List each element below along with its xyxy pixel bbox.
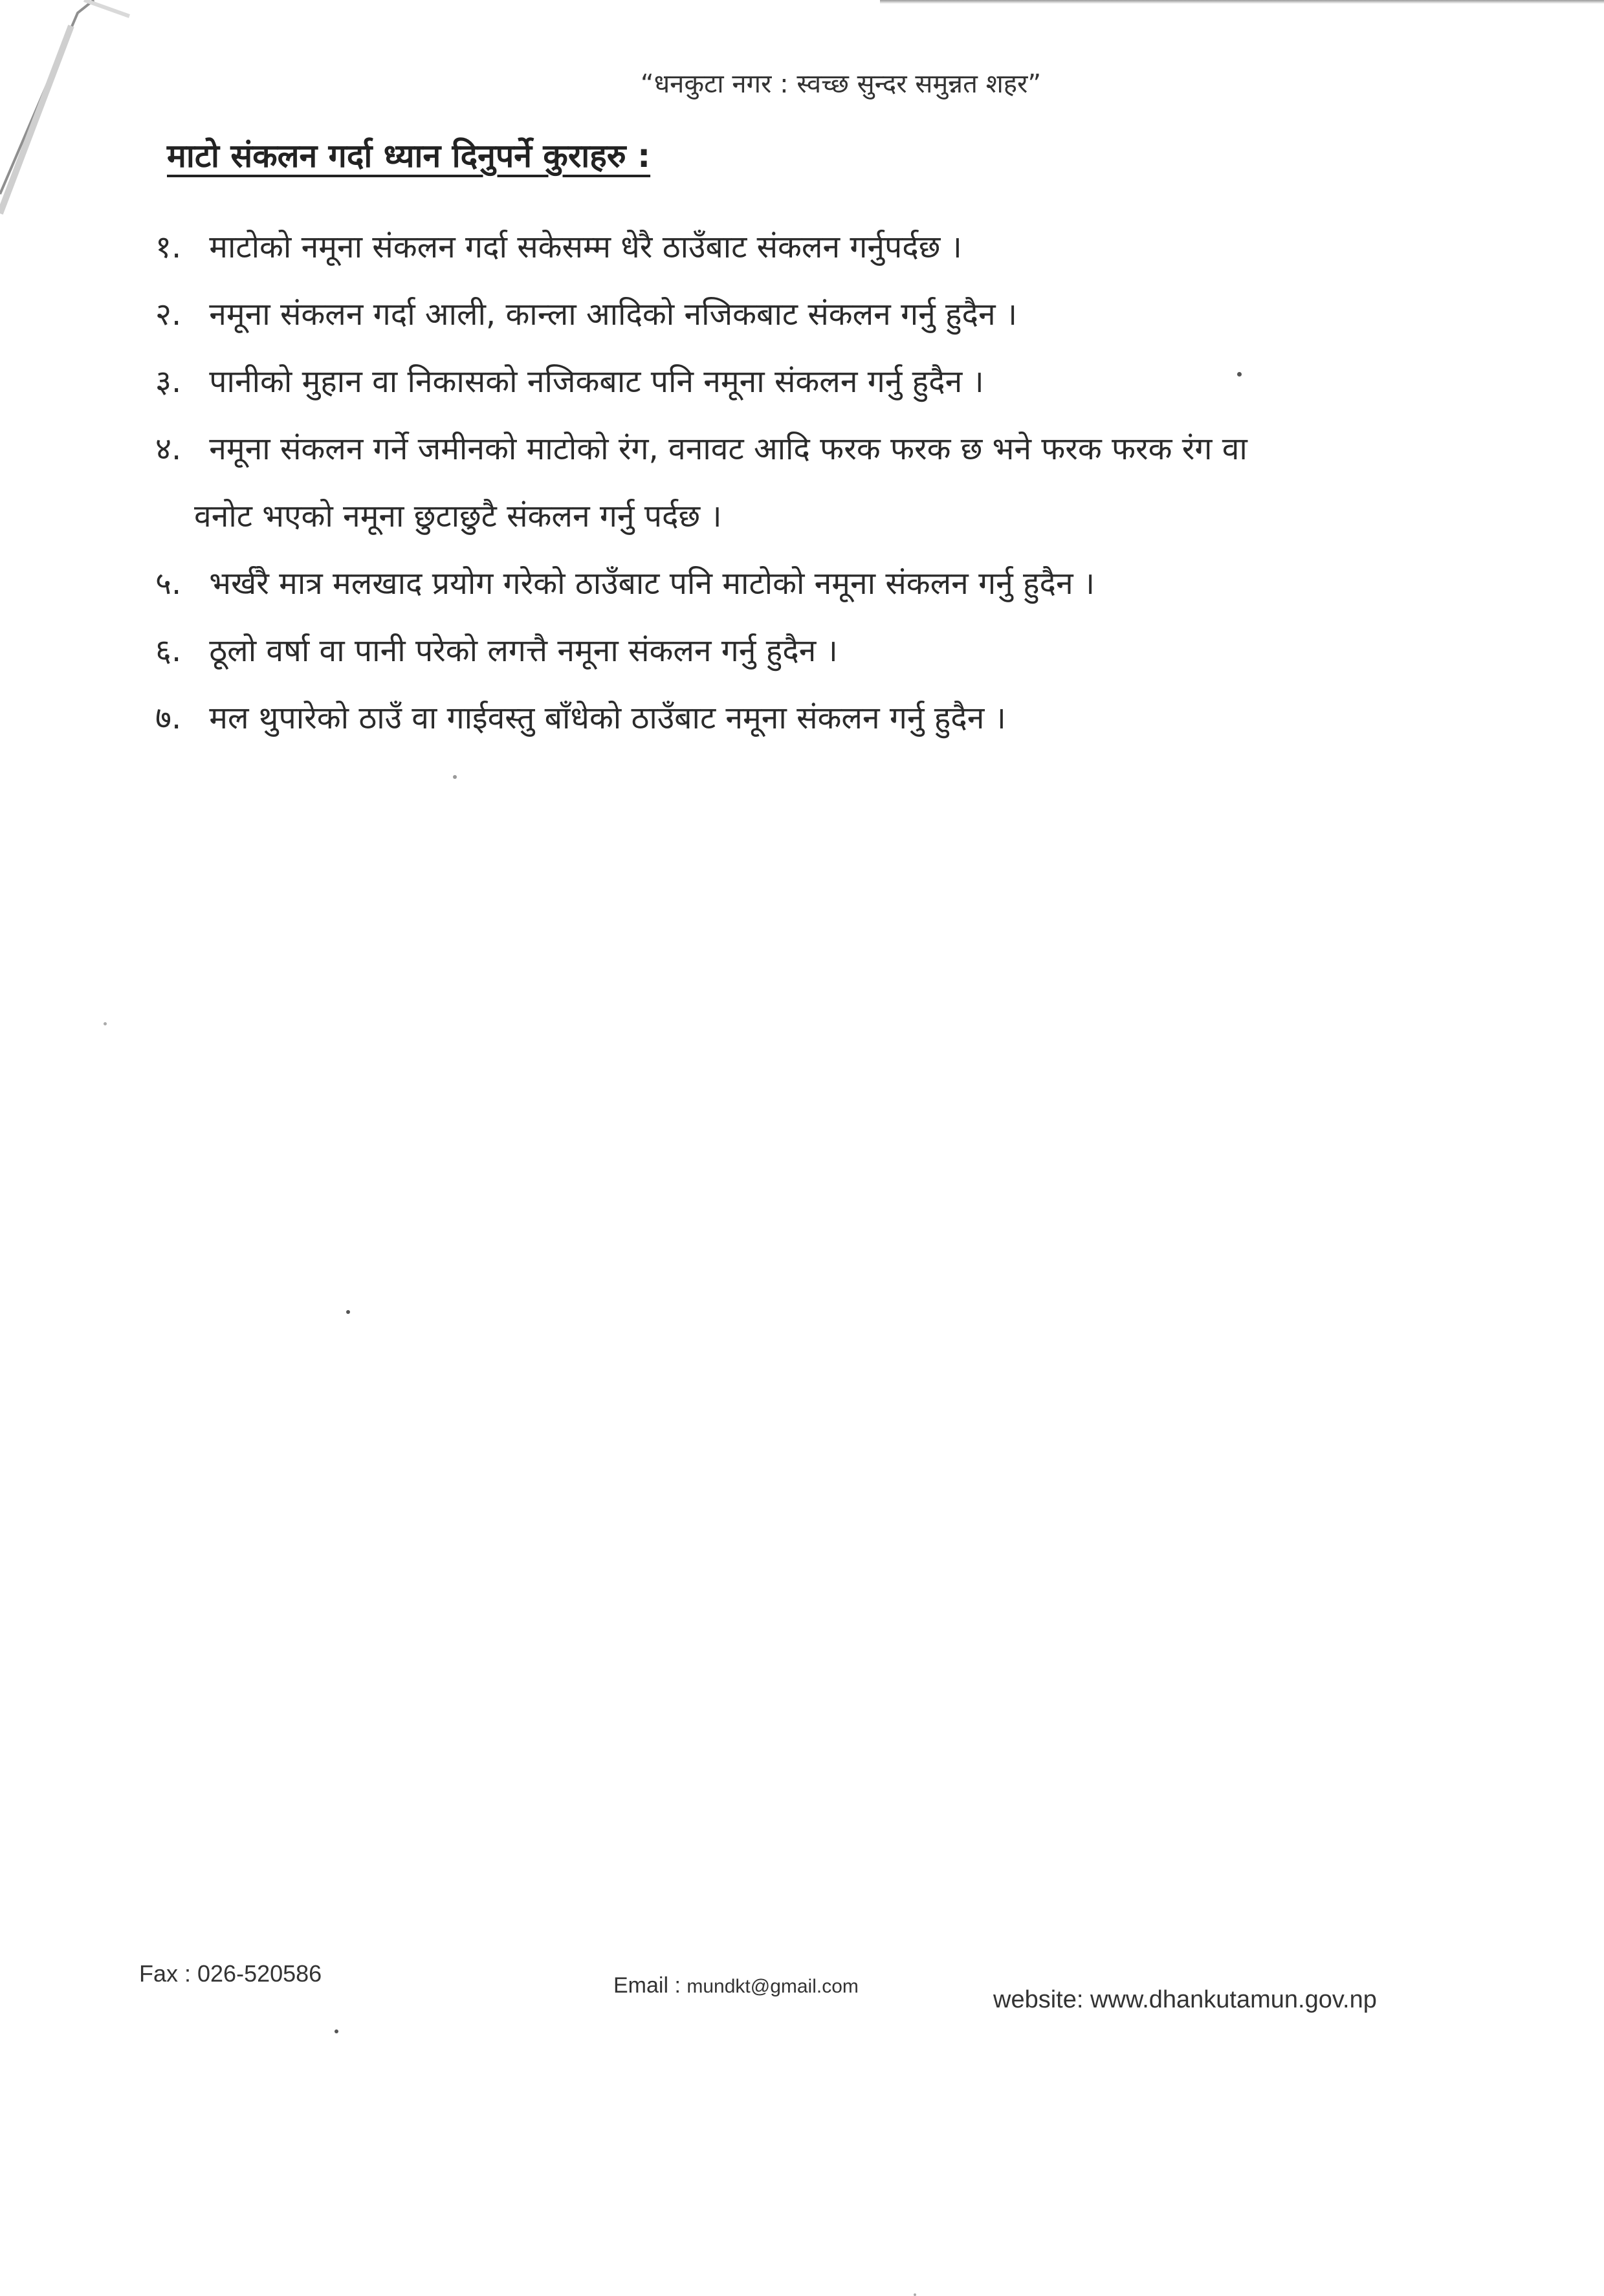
footer-website[interactable]: website: www.dhankutamun.gov.np	[993, 1986, 1377, 2013]
scan-speck	[453, 775, 457, 779]
municipality-motto: “धनकुटा नगर : स्वच्छ सुन्दर समुन्नत शहर”	[640, 69, 1042, 99]
footer-email	[613, 1973, 859, 1998]
list-item-text: भर्खरै मात्र मलखाद प्रयोग गरेको ठाउँबाट पनि माटोको नमूना संकलन गर्नु हुदैन ।	[209, 565, 1095, 602]
list-item	[155, 281, 1501, 348]
scan-speck	[335, 2029, 338, 2033]
list-item-text: मल थुपारेको ठाउँ वा गाईवस्तु बाँधेको ठाउँबाट नमूना संकलन गर्नु हुदैन ।	[209, 700, 1006, 736]
list-item-number: ४.	[155, 431, 182, 467]
list-item-continuation: वनोट भएको नमूना छुटाछुटै संकलन गर्नु पर्दछ ।	[194, 498, 722, 534]
scan-speck	[346, 1310, 350, 1314]
list-item	[155, 213, 1501, 281]
list-item	[155, 348, 1501, 415]
list-item-number: ३.	[155, 364, 182, 400]
list-item	[155, 684, 1501, 752]
scan-speck	[104, 1022, 107, 1025]
list-item-number: १.	[155, 229, 182, 265]
list-item-number: ७.	[155, 700, 182, 736]
scan-speck	[914, 2293, 916, 2296]
list-item	[155, 617, 1501, 684]
list-item-text: माटोको नमूना संकलन गर्दा सकेसम्म धेरै ठाउँबाट संकलन गर्नुपर्दछ ।	[209, 229, 962, 265]
list-item-text: नमूना संकलन गर्दा आली, कान्ला आदिको नजिकबाट संकलन गर्नु हुदैन ।	[209, 296, 1018, 333]
scan-top-edge	[880, 0, 1604, 4]
list-item-number: २.	[155, 296, 182, 333]
list-item-text: नमूना संकलन गर्ने जमीनको माटोको रंग, वनावट आदि फरक फरक छ भने फरक फरक रंग वा	[209, 431, 1247, 467]
footer-email-address[interactable]: mundkt@gmail.com	[687, 1976, 859, 1997]
scan-speck	[1237, 372, 1242, 377]
list-item	[155, 550, 1501, 617]
footer-email-label: Email :	[613, 1973, 687, 1998]
list-item-text: ठूलो वर्षा वा पानी परेको लगत्तै नमूना संकलन गर्नु हुदैन ।	[209, 633, 838, 669]
list-item-number: ५.	[155, 565, 182, 602]
page-fold-mark	[0, 0, 168, 233]
list-item-number: ६.	[155, 633, 182, 669]
page-heading: माटो संकलन गर्दा ध्यान दिनुपर्ने कुराहरु :	[167, 137, 651, 175]
list-item	[155, 415, 1501, 550]
instructions-list	[155, 213, 1501, 752]
list-item-text: पानीको मुहान वा निकासको नजिकबाट पनि नमूना संकलन गर्नु हुदैन ।	[209, 364, 984, 400]
footer-fax: Fax : 026-520586	[139, 1960, 322, 1987]
